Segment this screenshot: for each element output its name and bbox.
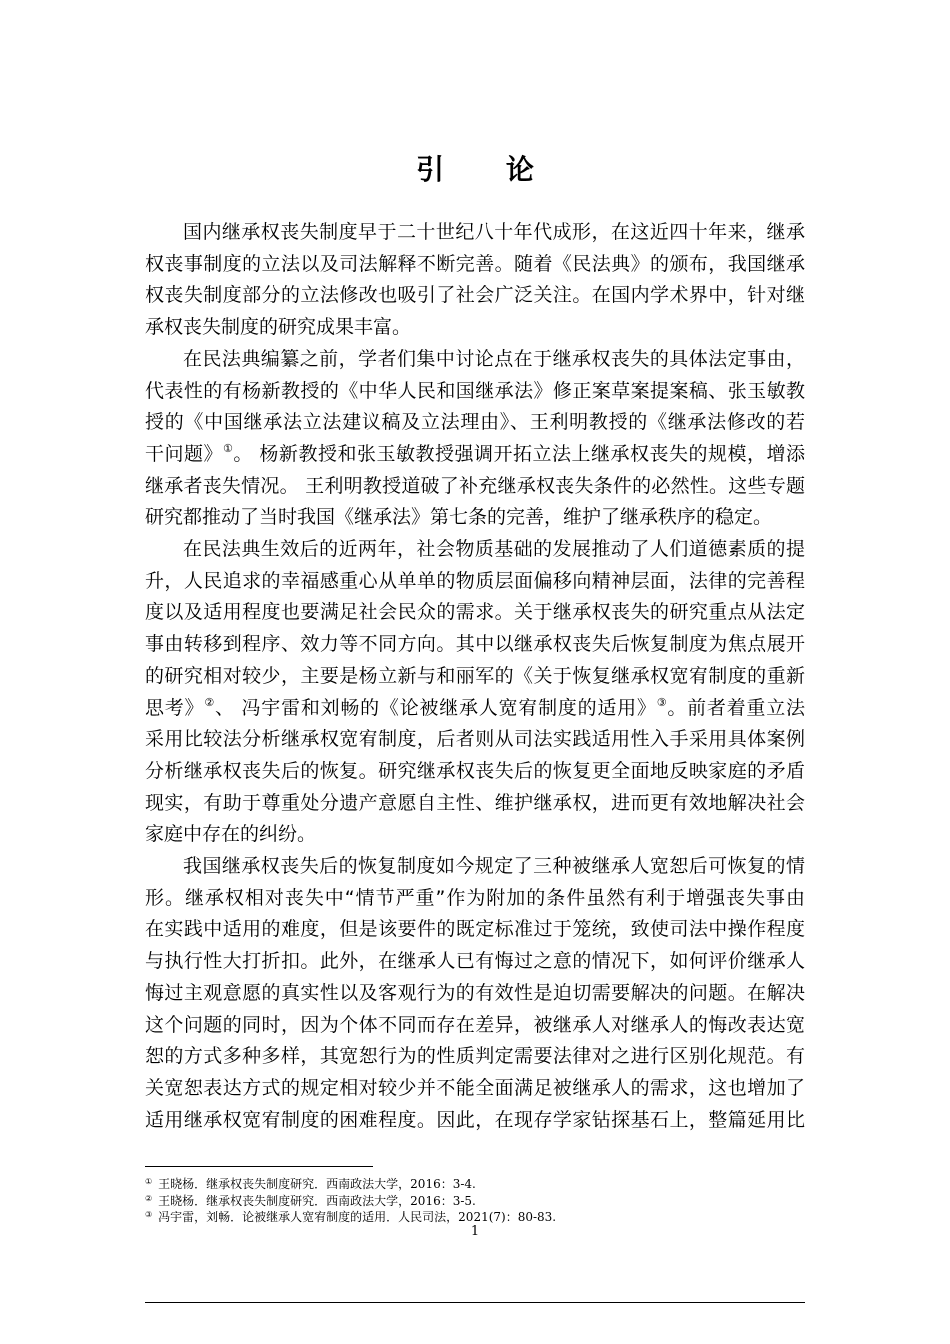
paragraph-4-line [145,946,805,976]
text-run: 与执行性大打折扣。此外，在继承人已有悔过之意的情况下，如何评价继承人 [145,950,805,973]
footnote-mark: ① [145,1177,153,1186]
text-run: 这个问题的同时，因为个体不同而存在差异，被继承人对继承人的悔改表达宽 [145,1013,805,1036]
footnote-mark: ② [145,1193,153,1203]
paragraph-4-line [145,1073,805,1103]
text-run: 。 杨新教授和张玉敏教授强调开拓立法上继承权丧失的规模，增添 [233,442,805,465]
text-run: 在民法典生效后的近两年，社会物质基础的发展推动了人们道德素质的提 [183,538,805,560]
paragraph-4-line [145,1105,805,1135]
text-run: 现实，有助于尊重处分遗产意愿自主性、维护继承权，进而更有效地解决社会 [145,791,805,814]
text-run: 代表性的有杨新教授的《中华人民和国继承法》修正案草案提案稿、张玉敏教 [145,379,805,402]
paragraph-3-line [145,724,805,754]
text-run: 承权丧失制度的研究成果丰富。 [145,316,412,339]
text-run: 家庭中存在的纠纷。 [145,823,317,846]
text-run: 授的《中国继承法立法建议稿及立法理由》、王利明教授的《继承法修改的若 [145,411,805,434]
paragraph-3-line [145,819,805,849]
text-run: 研究都推动了当时我国《继承法》第七条的完善，维护了继承秩序的稳定。 [145,506,773,529]
paragraph-4-line [183,851,805,881]
text-run: 的研究相对较少，主要是杨立新与和丽军的《关于恢复继承权宽宥制度的重新 [145,664,805,687]
text-run: 继承者丧失情况。 王利明教授道破了补充继承权丧失条件的必然性。这些专题 [145,474,805,497]
text-run: 恕的方式多种多样，其宽恕行为的性质判定需要法律对之进行区别化规范。有 [145,1045,805,1068]
footnote-reference[interactable]: ① [223,441,234,455]
paragraph-4-line [145,883,805,913]
paragraph-1-line [145,249,805,279]
text-run: 采用比较法分析继承权宽宥制度，后者则从司法实践适用性入手采用具体案例 [145,728,805,751]
text-run: 我国继承权丧失后的恢复制度如今规定了三种被继承人宽恕后可恢复的情 [183,855,805,877]
paragraph-2-line [145,407,805,437]
text-run: 干问题》 [145,442,224,465]
text-run: 适用继承权宽宥制度的困难程度。因此，在现存学家钻探基石上，整篇延用比 [145,1108,805,1131]
footnote [145,1207,556,1225]
paragraph-1-line [145,280,805,310]
paragraph-2-line [145,376,805,406]
page-bottom-rule [145,1302,805,1303]
text-run: 分析继承权丧失后的恢复。研究继承权丧失后的恢复更全面地反映家庭的矛盾 [145,759,805,782]
text-run: 在实践中适用的难度，但是该要件的既定标准过于笼统，致使司法中操作程度 [145,918,805,941]
paragraph-3-line [145,788,805,818]
footnote-reference[interactable]: ② [204,695,215,709]
footnote-reference[interactable]: ③ [656,695,668,709]
paragraph-4-line [145,1010,805,1040]
text-run: 升，人民追求的幸福感重心从单单的物质层面偏移向精神层面，法律的完善程 [145,569,805,592]
footnote-text: 王晓杨．继承权丧失制度研究．西南政法大学，2016：3-5. [158,1193,476,1208]
paragraph-1-line [145,312,805,342]
text-run: 。前者着重立法 [667,696,805,719]
paragraph-2-line [145,471,805,501]
footnote-text: 冯宇雷，刘畅．论被继承人宽宥制度的适用．人民司法，2021(7)：80-83. [158,1210,557,1224]
page-title: 引 论 [416,153,560,186]
text-run: 国内继承权丧失制度早于二十世纪八十年代成形，在这近四十年来，继承 [183,221,805,243]
text-run: 度以及适用程度也要满足社会民众的需求。关于继承权丧失的研究重点从法定 [145,601,805,624]
paragraph-3-line [145,629,805,659]
paragraph-4-line [145,1041,805,1071]
paragraph-4-line [145,914,805,944]
paragraph-2-line [145,502,805,532]
text-run: 形。继承权相对丧失中“情节严重”作为附加的条件虽然有利于增强丧失事由 [145,886,805,909]
paragraph-3-line [145,661,805,691]
paragraph-2-line [145,439,805,469]
text-run: 、 冯宇雷和刘畅的《论被继承人宽宥制度的适用》 [214,696,657,719]
text-run: 事由转移到程序、效力等不同方向。其中以继承权丧失后恢复制度为焦点展开 [145,633,805,656]
text-run: 思考》 [145,696,205,719]
footnote [145,1174,476,1192]
text-run: 权丧事制度的立法以及司法解释不断完善。随着《民法典》的颁布，我国继承 [145,252,805,275]
footnote-text: 王晓杨．继承权丧失制度研究．西南政法大学，2016：3-4. [158,1177,476,1191]
text-run: 悔过主观意愿的真实性以及客观行为的有效性是迫切需要解决的问题。在解决 [145,981,805,1004]
paragraph-1-line [183,217,805,247]
text-run: 在民法典编纂之前，学者们集中讨论点在于继承权丧失的具体法定事由， [183,347,805,370]
paragraph-3-line [145,693,805,723]
paragraph-3-line [183,534,805,564]
paragraph-3-line [145,756,805,786]
text-run: 权丧失制度部分的立法修改也吸引了社会广泛关注。在国内学术界中，针对继 [145,284,805,307]
paragraph-3-line [145,597,805,627]
page-number: 1 [470,1224,480,1239]
footnote-mark: ③ [145,1210,153,1219]
footnote [145,1191,476,1209]
footnote-divider [145,1166,373,1167]
paragraph-3-line [145,566,805,596]
paragraph-4-line [145,978,805,1008]
paragraph-2-line [183,344,805,374]
text-run: 关宽恕表达方式的规定相对较少并不能全面满足被继承人的需求，这也增加了 [145,1076,805,1099]
